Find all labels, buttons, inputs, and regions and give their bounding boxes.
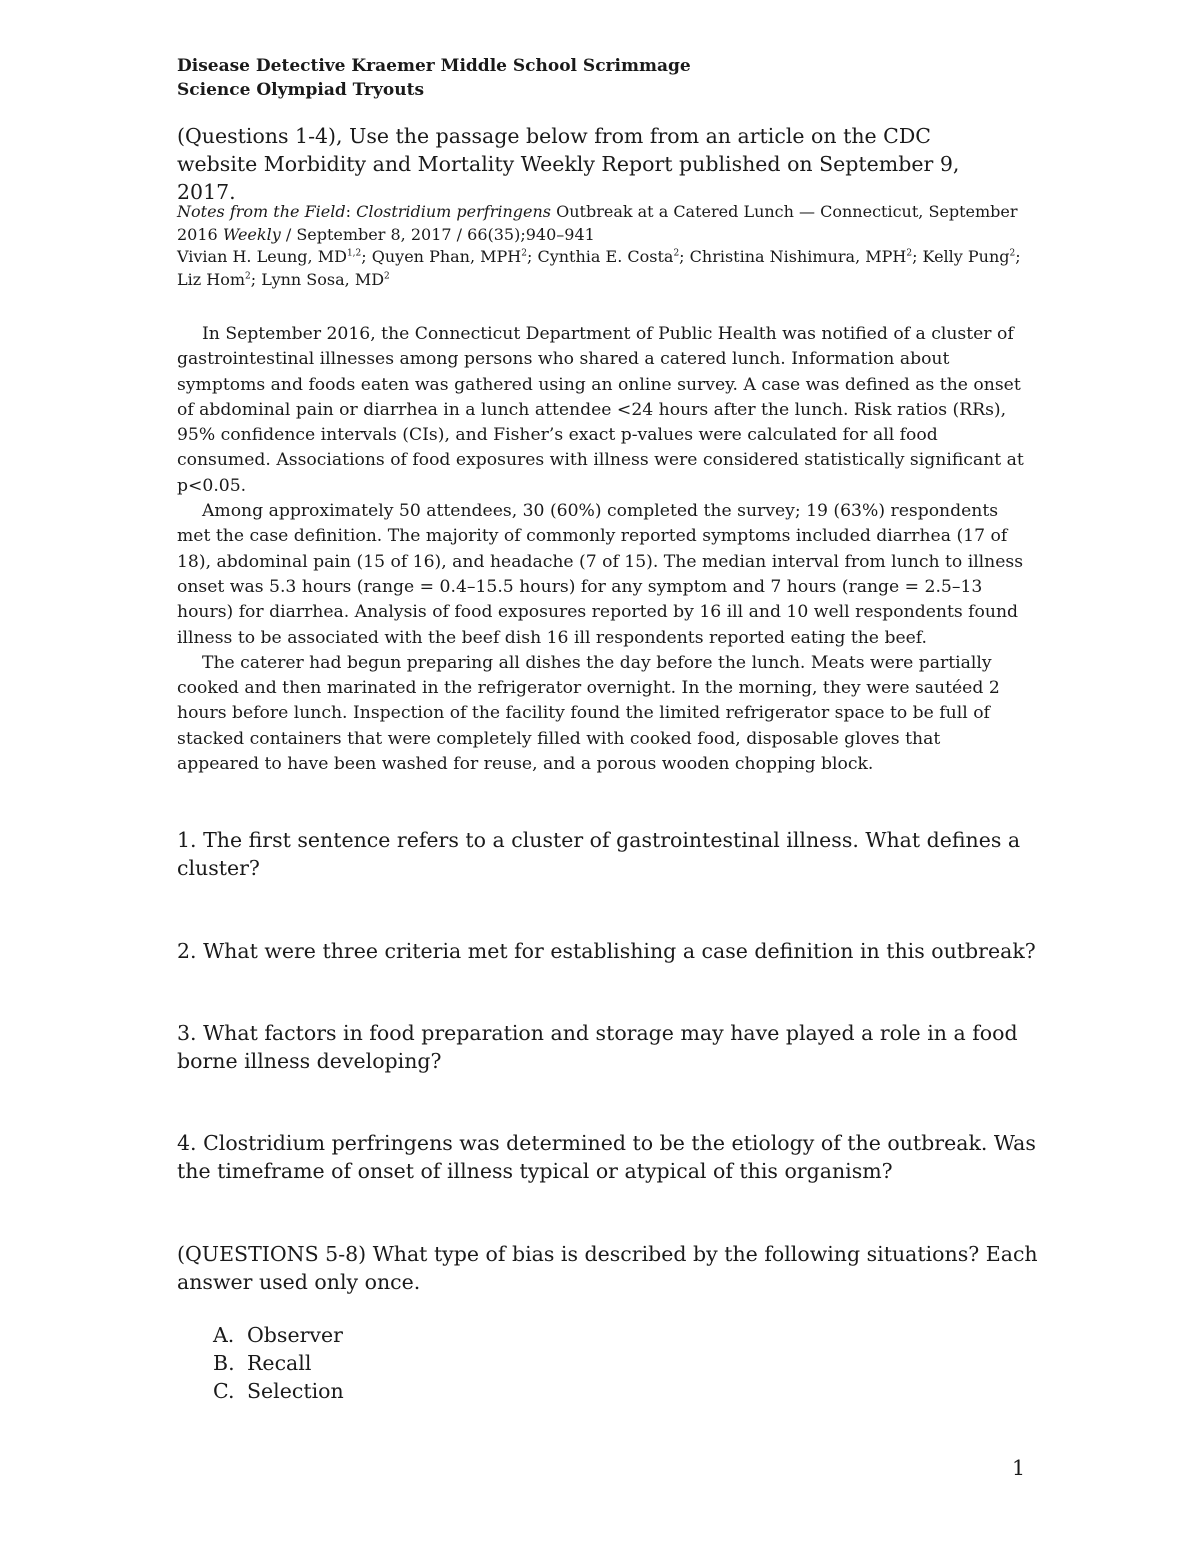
choice-letter: B. bbox=[213, 1351, 235, 1375]
citation-author-sup: 2 bbox=[245, 271, 251, 282]
question-2: 2. What were three criteria met for establishing a case definition in this outbreak? bbox=[177, 939, 1036, 963]
citation-issue: / September 8, 2017 / 66(35);940–941 bbox=[280, 224, 595, 244]
citation-author-sup: 2 bbox=[521, 248, 527, 259]
citation-author: ; Christina Nishimura, MPH bbox=[679, 247, 907, 266]
citation-author: Vivian H. Leung, MD bbox=[177, 247, 347, 266]
bias-choices-list bbox=[213, 1321, 344, 1405]
citation-title-italic-2: Clostridium perfringens bbox=[356, 202, 552, 221]
citation-author-sup: 2 bbox=[906, 248, 913, 259]
document-header bbox=[177, 54, 691, 102]
passage-paragraph-1: In September 2016, the Connecticut Department of Public Health was notified of a cluster of gastrointestinal illnesses among persons who shared a catered lunch. Information about symptoms and foods eaten was gathered using an online survey. A case was defined as the onset of abdominal pain or diarrhea in a lunch attendee <24 hours after the lunch. Risk ratios (RRs), 95% confidence intervals (CIs), and Fisher’s exact p-values were calculated for all food consumed. Associations of food exposures with illness were considered statistically significant at p<0.05. bbox=[177, 324, 1024, 496]
choice-item bbox=[213, 1377, 344, 1405]
citation-weekly: Weekly bbox=[222, 224, 281, 244]
citation-title-sep: : bbox=[345, 202, 357, 221]
questions-5-8-intro: (QUESTIONS 5-8) What type of bias is described by the following situations? Each answer used only once. bbox=[177, 1242, 1038, 1294]
question-3: 3. What factors in food preparation and storage may have played a role in a food borne illness developing? bbox=[177, 1021, 1018, 1073]
article-passage bbox=[177, 322, 1027, 777]
choice-item bbox=[213, 1349, 344, 1377]
choice-letter: C. bbox=[213, 1379, 235, 1403]
choice-text: Recall bbox=[247, 1351, 312, 1375]
citation-author-sup: 2 bbox=[384, 271, 390, 282]
citation-title-rest: Outbreak at a Catered Lunch — Connecticut, September 2016 bbox=[177, 202, 1018, 244]
citation-author: ; Lynn Sosa, MD bbox=[250, 269, 385, 289]
header-subtitle: Science Olympiad Tryouts bbox=[177, 80, 425, 100]
choice-text: Observer bbox=[247, 1323, 343, 1347]
citation-author-sup: 1,2 bbox=[346, 248, 362, 259]
question-4: 4. Clostridium perfringens was determined to be the etiology of the outbreak. Was the timeframe of onset of illness typical or atypical of this organism? bbox=[177, 1131, 1036, 1183]
question-1: 1. The first sentence refers to a cluster of gastrointestinal illness. What defines a cluster? bbox=[177, 828, 1021, 880]
citation-author-sup: 2 bbox=[673, 248, 680, 259]
citation-author: ; Cynthia E. Costa bbox=[526, 247, 674, 266]
passage-paragraph-2: Among approximately 50 attendees, 30 (60%) completed the survey; 19 (63%) respondents met the case definition. The majority of commonly reported symptoms included diarrhea (17 of 18), abdominal pain (15 of 16), and headache (7 of 15). The median interval from lunch to illness onset was 5.3 hours (range = 0.4–15.5 hours) for any symptom and 7 hours (range = 2.5–13 hours) for diarrhea. Analysis of food exposures reported by 16 ill and 10 well respondents found illness to be associated with the beef dish 16 ill respondents reported eating the beef. bbox=[177, 501, 1024, 648]
citation-author: ; Liz Hom bbox=[177, 247, 1021, 289]
citation-author: ; Quyen Phan, MPH bbox=[361, 247, 522, 266]
choice-letter: A. bbox=[213, 1323, 235, 1347]
article-citation bbox=[177, 201, 1037, 291]
page-number: 1 bbox=[1012, 1456, 1026, 1480]
passage-paragraph-3: The caterer had begun preparing all dishes the day before the lunch. Meats were partially cooked and then marinated in the refrigerator overnight. In the morning, they were sautéed 2 hours before lunch. Inspection of the facility found the limited refrigerator space to be full of stacked containers that were completely filled with cooked food, disposable gloves that appeared to have been washed for reuse, and a porous wooden chopping block. bbox=[177, 652, 1000, 775]
citation-author: ; Kelly Pung bbox=[912, 247, 1010, 266]
citation-title-italic-1: Notes from the Field bbox=[177, 202, 346, 221]
header-title: Disease Detective Kraemer Middle School Scrimmage bbox=[177, 56, 691, 76]
citation-author-sup: 2 bbox=[1009, 248, 1016, 259]
choice-text: Selection bbox=[247, 1379, 344, 1403]
questions-1-4-intro: (Questions 1-4), Use the passage below from from an article on the CDC website Morbidity and Mortality Weekly Report published on September 9, 2017. bbox=[177, 124, 960, 204]
choice-item bbox=[213, 1321, 344, 1349]
